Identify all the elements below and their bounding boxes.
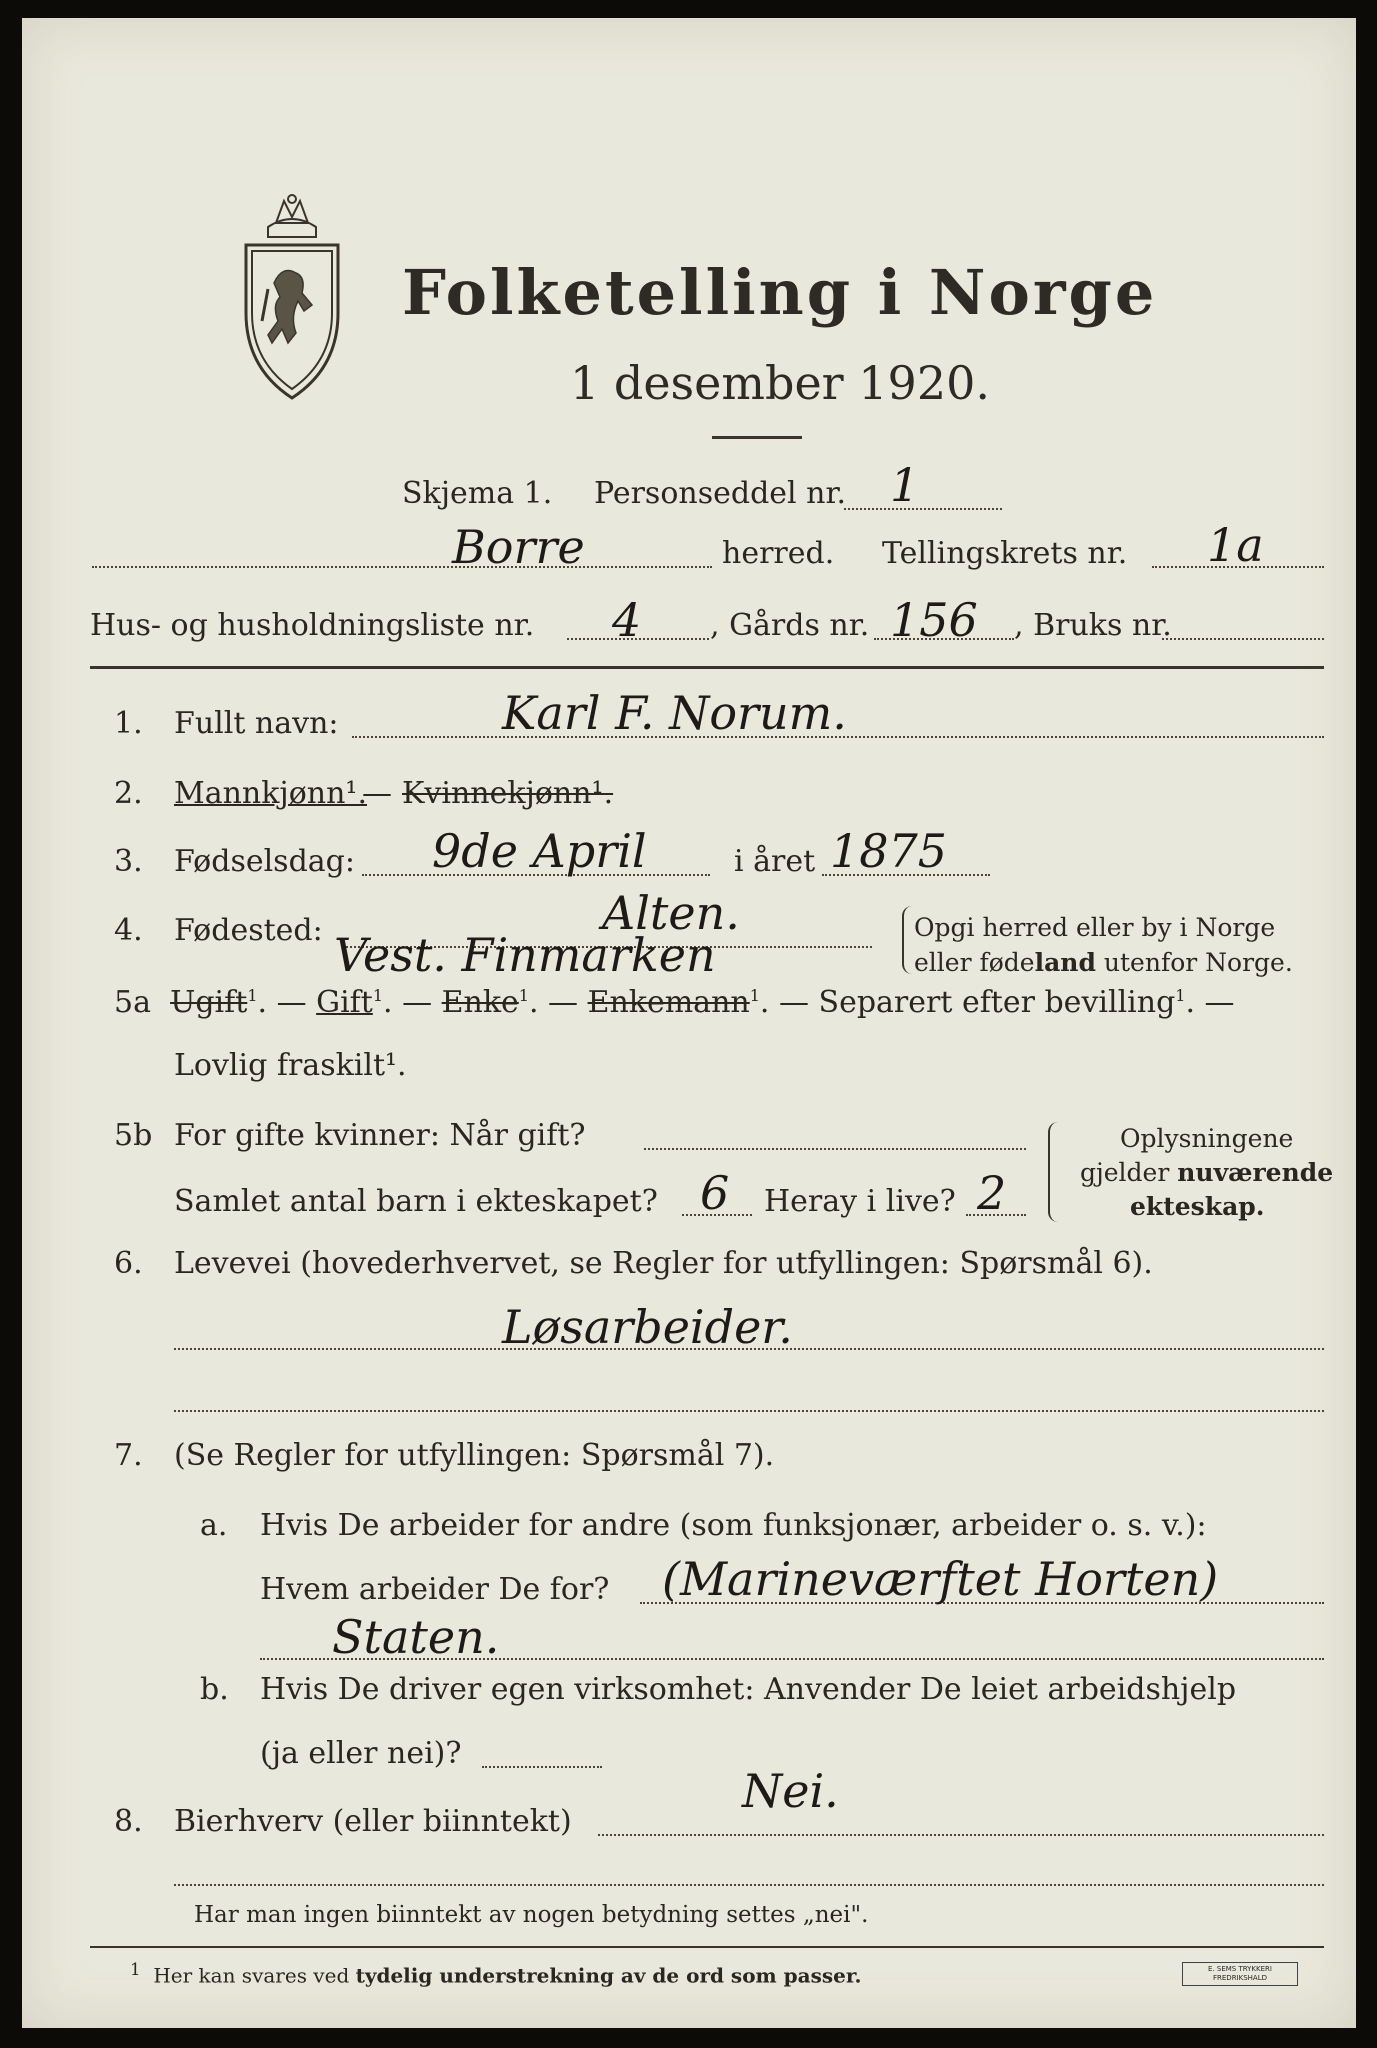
q5b-number: 5b — [114, 1118, 153, 1153]
employer-value-1: (Marineværftet Horten) — [662, 1552, 1219, 1606]
q6-number: 6. — [114, 1246, 143, 1281]
footer-separator — [90, 1946, 1324, 1948]
kvinnekjonn-option: Kvinnekjønn¹. — [402, 776, 614, 811]
census-date: 1 desember 1920. — [570, 356, 990, 410]
lovlig-fraskilt-option: Lovlig fraskilt¹. — [174, 1048, 407, 1083]
form-title: Folketelling i Norge — [402, 256, 1158, 329]
birthplace-note-line2: eller fødeland utenfor Norge. — [914, 948, 1293, 977]
occupation-value: Løsarbeider. — [502, 1300, 793, 1354]
personseddel-value: 1 — [890, 458, 920, 512]
occupation-label: Levevei (hovederhvervet, se Regler for utfyllingen: Spørsmål 6). — [174, 1246, 1153, 1281]
q2-number: 2. — [114, 776, 143, 811]
birthplace-note-line1: Opgi herred eller by i Norge — [914, 913, 1276, 942]
separert-option: Separert efter bevilling — [818, 985, 1176, 1020]
bruks-label: , Bruks nr. — [1014, 608, 1172, 643]
gards-value: 156 — [890, 593, 978, 647]
gift-option: Gift — [316, 985, 373, 1020]
full-name-value: Karl F. Norum. — [502, 686, 847, 740]
q7-number: 7. — [114, 1438, 143, 1473]
birthplace-value-top: Alten. — [602, 886, 740, 940]
birthday-label: Fødselsdag: — [174, 844, 355, 879]
children-value: 6 — [700, 1166, 730, 1220]
enke-option: Enke — [441, 985, 519, 1020]
birthplace-label: Fødested: — [174, 913, 323, 948]
schema-label: Skjema 1. — [402, 476, 553, 511]
ugift-option: Ugift — [170, 985, 248, 1020]
q7b-text: Hvis De driver egen virksomhet: Anvender De leiet arbeidshjelp — [260, 1672, 1237, 1707]
personseddel-label: Personseddel nr. — [594, 476, 847, 511]
alive-value: 2 — [977, 1166, 1007, 1220]
herred-label: herred. — [722, 536, 835, 571]
full-name-label: Fullt navn: — [174, 706, 339, 741]
side-income-value: Nei. — [742, 1764, 839, 1818]
q5a-number: 5a — [114, 985, 151, 1020]
census-form-sheet — [22, 18, 1356, 2028]
norway-coat-of-arms-icon — [232, 193, 352, 413]
herred-value: Borre — [452, 520, 585, 574]
q8-number: 8. — [114, 1804, 143, 1839]
q7a-letter: a. — [200, 1508, 228, 1543]
marital-status-line: 5a Ugift$^1$. — Gift$^1$. — Enke$^1$. — Enkemann$^1$. — Separert efter bevilling$^1$. — — [114, 985, 1235, 1020]
employer-label: Hvem arbeider De for? — [260, 1572, 610, 1607]
title-divider — [712, 436, 802, 439]
year-label: i året — [734, 844, 816, 879]
side-income-label: Bierhverv (eller biinntekt) — [174, 1804, 572, 1839]
q7a-text: Hvis De arbeider for andre (som funksjonær, arbeider o. s. v.): — [260, 1508, 1207, 1543]
husholdningsliste-label: Hus- og husholdningsliste nr. — [90, 608, 535, 643]
birthday-value: 9de April — [432, 824, 647, 878]
printer-stamp: E. SEMS TRYKKERI FREDRIKSHALD — [1182, 1962, 1298, 1986]
husholdningsliste-value: 4 — [612, 593, 642, 647]
employer-value-2: Staten. — [332, 1610, 500, 1664]
q3-number: 3. — [114, 844, 143, 879]
header-separator — [90, 666, 1324, 669]
mannkjonn-option: Mannkjønn¹. — [174, 776, 367, 811]
gards-label: , Gårds nr. — [710, 608, 870, 643]
q4-number: 4. — [114, 913, 143, 948]
q1-number: 1. — [114, 706, 143, 741]
footnote: $^1$ Her kan svares ved tydelig understrekning av de ord som passer. — [130, 1960, 862, 1988]
alive-label: Heray i live? — [764, 1184, 956, 1219]
q7b-text2: (ja eller nei)? — [260, 1736, 462, 1771]
tellingskrets-label: Tellingskrets nr. — [882, 536, 1128, 571]
children-label: Samlet antal barn i ekteskapet? — [174, 1184, 658, 1219]
q7-label: (Se Regler for utfyllingen: Spørsmål 7). — [174, 1438, 775, 1473]
footer-note: Har man ingen biinntekt av nogen betydning settes „nei". — [194, 1902, 869, 1928]
marriage-note-line1: Oplysningene — [1120, 1124, 1294, 1153]
marriage-note-line3: ekteskap. — [1130, 1192, 1265, 1221]
married-when-label: For gifte kvinner: Når gift? — [174, 1118, 586, 1153]
tellingskrets-value: 1a — [1207, 518, 1264, 572]
marriage-note-line2: gjelder nuværende — [1080, 1158, 1334, 1187]
enkemann-option: Enkemann — [587, 985, 750, 1020]
q2-separator: — — [362, 776, 392, 811]
birth-year-value: 1875 — [830, 824, 948, 878]
q7b-letter: b. — [200, 1672, 229, 1707]
birthplace-value-bottom: Vest. Finmarken — [334, 928, 716, 982]
